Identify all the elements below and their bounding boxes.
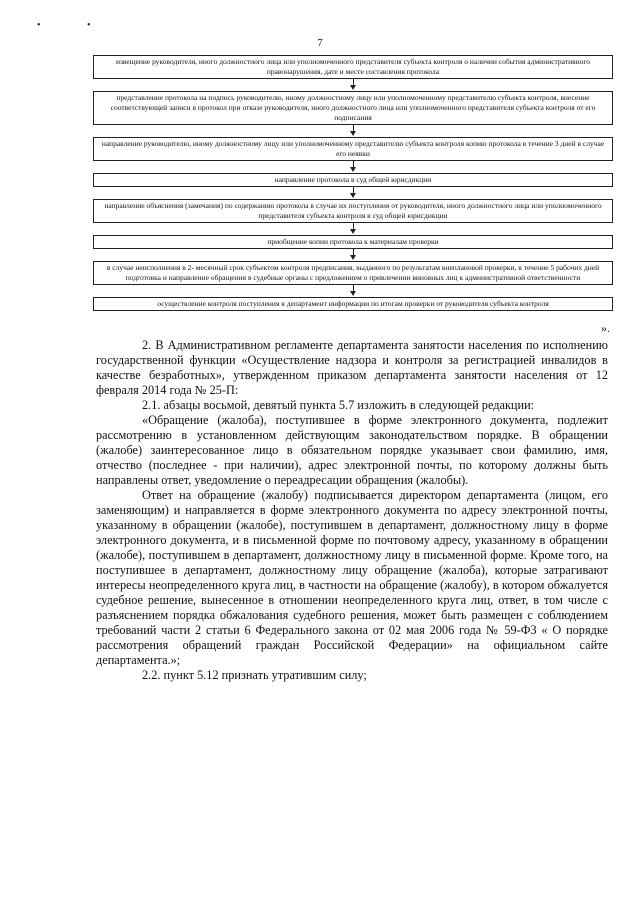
body-text <box>96 338 608 683</box>
paragraph-quote-2: Ответ на обращение (жалобу) подписывается директором департамента (лицом, его заменяющим) и направляется в форме электронного документа по адресу электронной почты, указанному в обращении (жалобе), поступившем в департамент, должностному лицу в форме электронного документа, и в письменной форме по почтовому адресу, указанному в обращении (жалобе), поступившем в департамент, должностному лицу в письменной форме. Кроме того, на поступившее в департамент, должностному лицу обращение (жалоба), которые затрагивают интересы неопределенного круга лиц, в частности на обращение (жалобу), в котором обжалуется судебное решение, вынесенное в отношении неопределенного круга лиц, ответ, в том числе с разъяснением порядка обжалования судебного решения, может быть размещен с соблюдением требований части 2 статьи 6 Федерального закона от 02 мая 2006 года № 59-ФЗ « О порядке рассмотрения обращений граждан Российской Федерации» на официальном сайте департамента.»; <box>96 488 608 667</box>
flow-arrow <box>93 161 613 173</box>
paragraph-quote-1: «Обращение (жалоба), поступившее в форме электронного документа, подлежит рассмотрению в установленном действующим законодательством порядке. В обращении (жалобе) заинтересованное лицо в обязательном порядке указывает свои фамилию, имя, отчество (последнее - при наличии), адрес электронной почты, по которому должны быть направлены ответ, уведомление о переадресации обращения (жалобы). <box>96 413 608 487</box>
flow-arrow <box>93 125 613 137</box>
flow-box-copy: направление руководителю, иному должностному лицу или уполномоченному представителю субъекта контроля копию протокола в течение 3 дней в случае его неявки <box>93 137 613 161</box>
flow-box-explanation: направление объяснения (замечания) по содержанию протокола в случае их поступления от руководителя, иного должностного лица или уполномоченного представителя субъекта контроля в суд общей юрисдикции <box>93 199 613 223</box>
flow-arrow <box>93 223 613 235</box>
flow-box-attach: приобщение копии протокола к материалам проверки <box>93 235 613 249</box>
flow-arrow <box>93 285 613 297</box>
paragraph-item-2-2: 2.2. пункт 5.12 признать утратившим силу; <box>142 668 367 682</box>
flow-arrow <box>93 187 613 199</box>
flow-box-court: направление протокола в суд общей юрисдикции <box>93 173 613 187</box>
paragraph-item-2-1: 2.1. абзацы восьмой, девятый пункта 5.7 изложить в следующей редакции: <box>142 398 535 412</box>
flow-arrow <box>93 249 613 261</box>
flow-box-control: осуществление контроля поступления в департамент информации по итогам проверки от руководителя субъекта контроля <box>93 297 613 311</box>
flow-box-signature: представление протокола на подпись руководителю, иному должностному лицу или уполномоченному представителю субъекта контроля, внесение соответствующей записи в протокол при отказе руководителя, иного должностного лица или уполномоченного представителя субъекта контроля от его подписания <box>93 91 613 125</box>
flow-arrow <box>93 79 613 91</box>
page-number: 7 <box>317 37 323 49</box>
corner-mark: • • <box>37 20 113 31</box>
flowchart-closing-mark: ». <box>601 321 610 335</box>
flowchart <box>93 55 613 311</box>
flow-box-notify: извещение руководителя, иного должностного лица или уполномоченного представителя субъекта контроля о наличии события административного правонарушения, дате и месте составления протокола <box>93 55 613 79</box>
paragraph-item-2: 2. В Административном регламенте департамента занятости населения по исполнению государственной функции «Осуществление надзора и контроля за регистрацией инвалидов в качестве безработных», утвержденном приказом департамента занятости населения от 12 февраля 2014 года № 25-П: <box>96 338 608 397</box>
flow-box-nonfulfillment: в случае неисполнения в 2- месячный срок субъектом контроля предписания, выданного по результатам внеплановой проверки, в течение 5 рабочих дней подготовка и направление обращения в судебные органы с предложением о привлечении виновных лиц к административной ответственности <box>93 261 613 285</box>
